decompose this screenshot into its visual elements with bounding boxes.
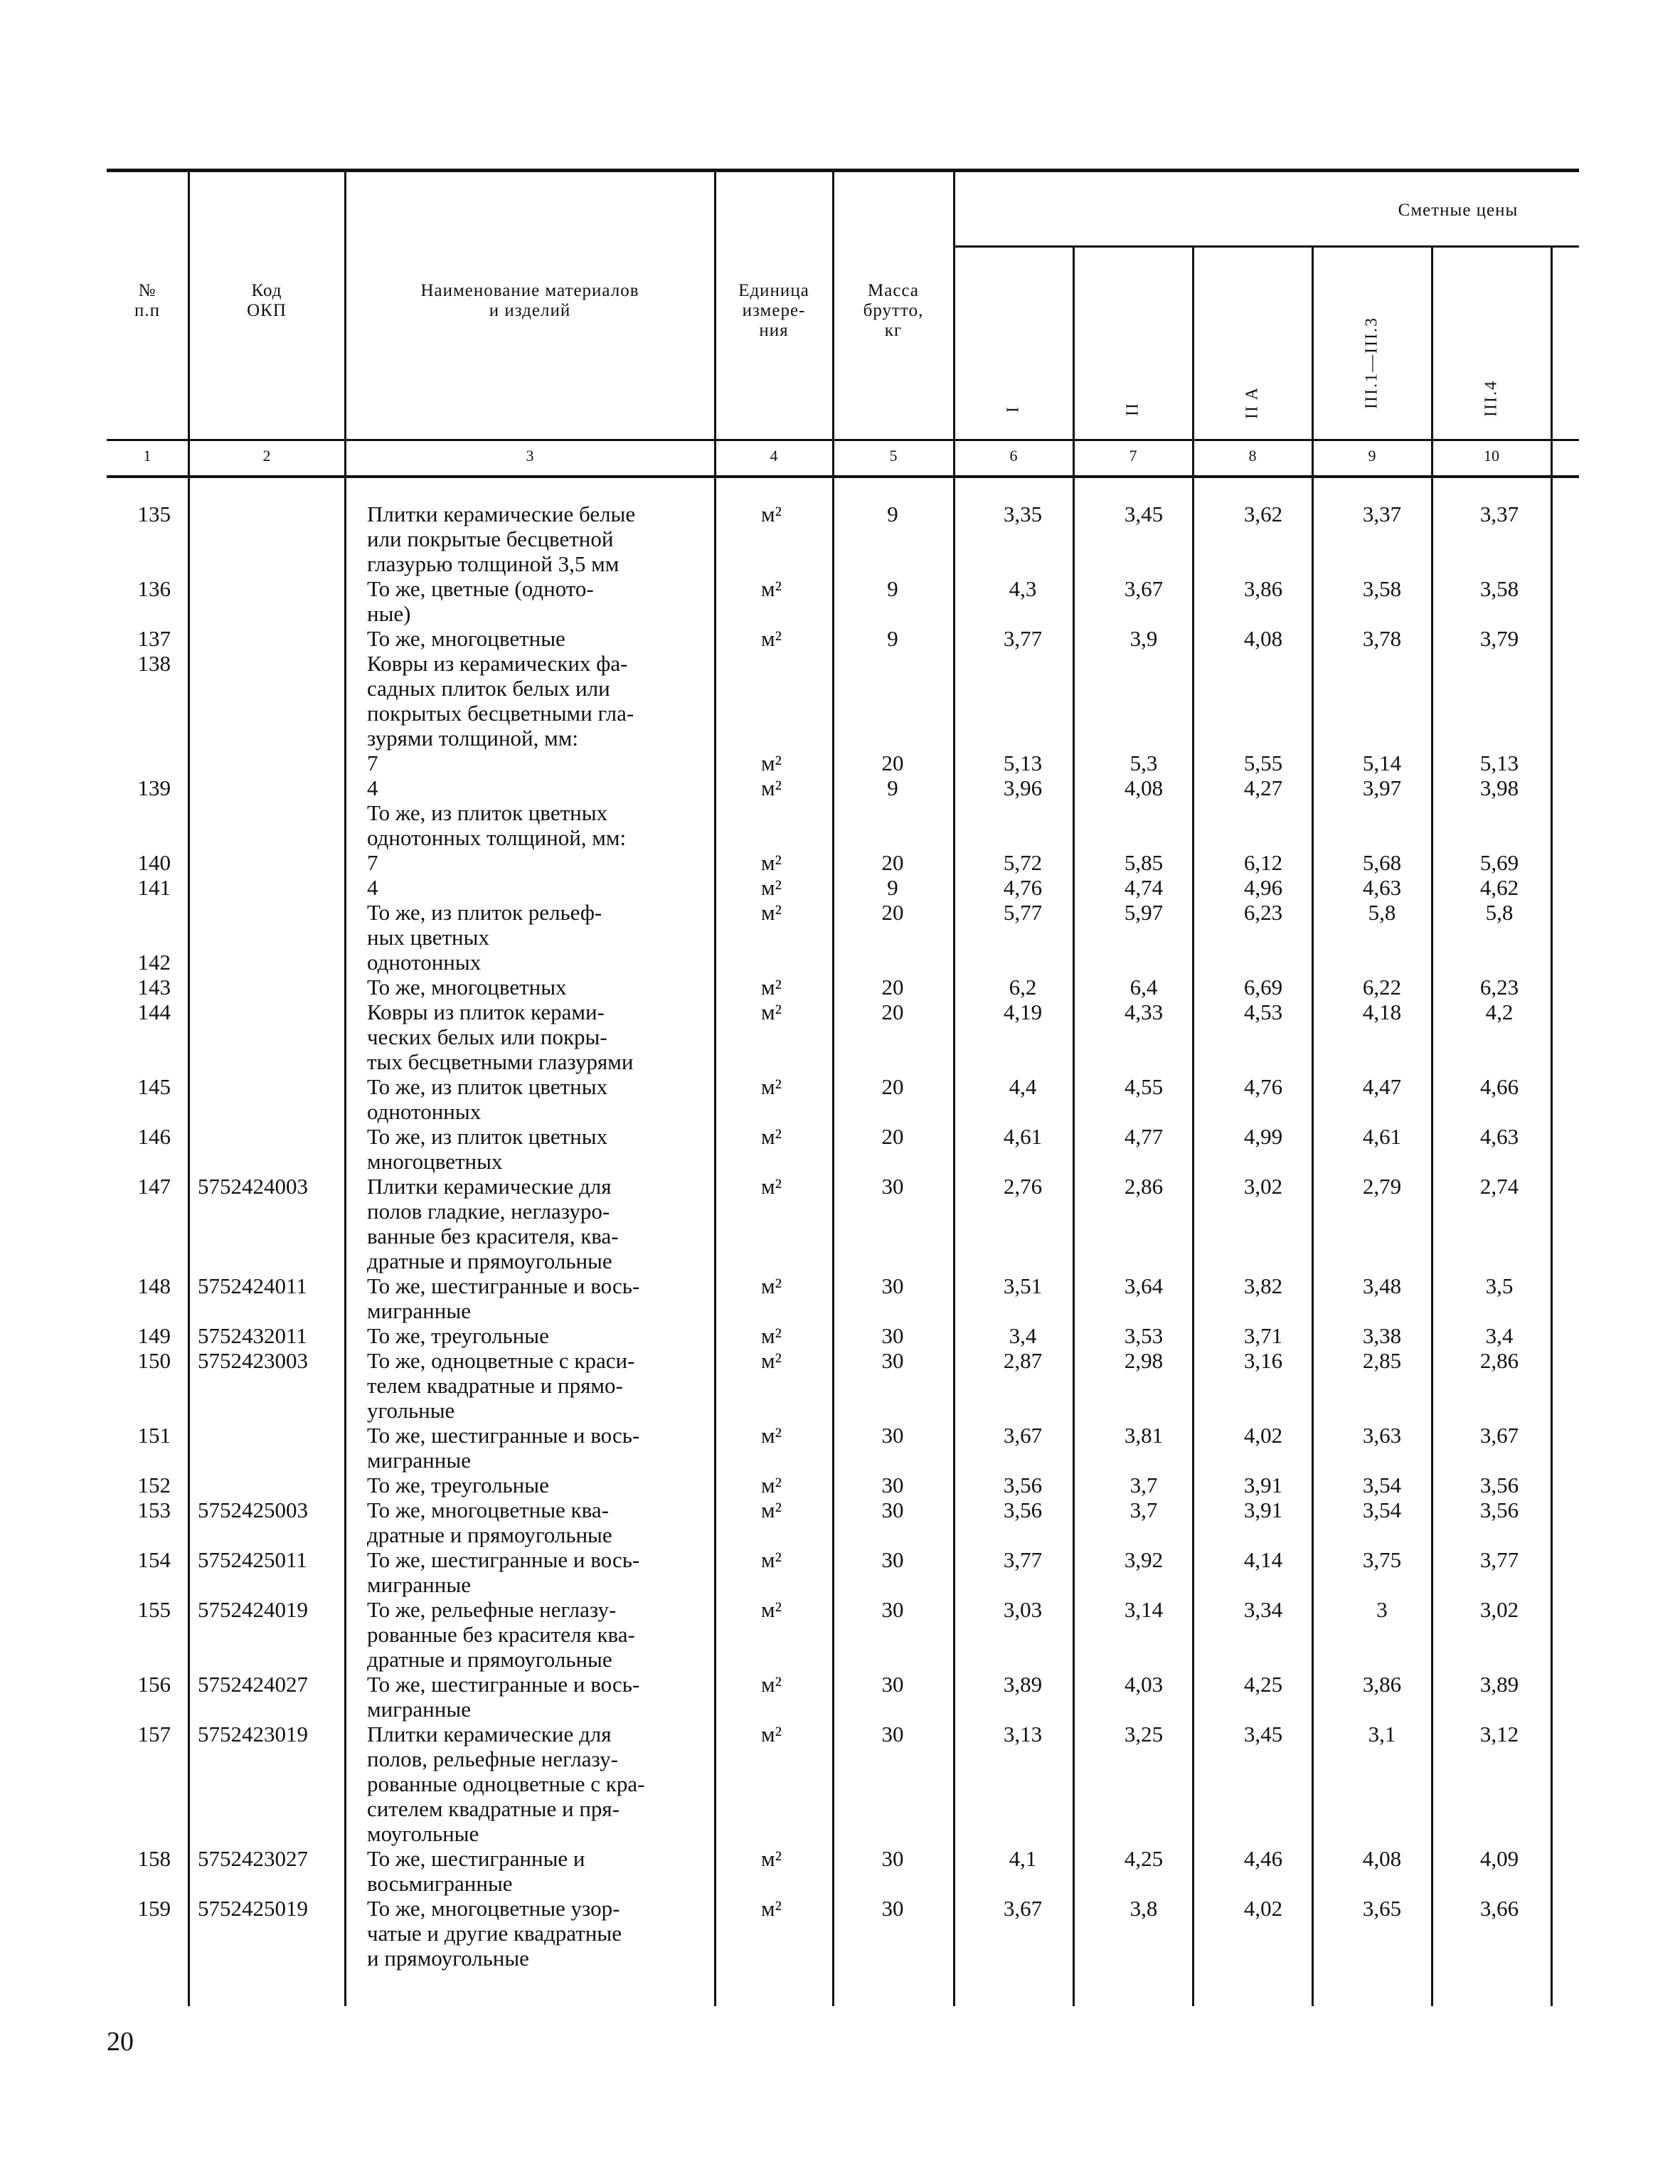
gross-mass: 20 [881, 900, 904, 925]
price-zone-5: 4,63 [1479, 1124, 1519, 1149]
price-zone-5: 2,74 [1479, 1174, 1519, 1199]
header-mass: Масса брутто, кг [863, 281, 924, 340]
price-zone-3: 3,16 [1243, 1348, 1283, 1373]
price-zone-1: 4,19 [1003, 1000, 1043, 1024]
gross-mass: 9 [887, 626, 898, 651]
price-zone-3: 3,02 [1243, 1174, 1283, 1199]
price-zone-3: 4,27 [1243, 775, 1283, 800]
gross-mass: 9 [887, 502, 898, 526]
gross-mass: 30 [881, 1722, 904, 1746]
price-zone-4: 3,38 [1362, 1323, 1402, 1348]
unit-of-measure: м² [761, 502, 782, 526]
header-code: Код ОКП [247, 281, 287, 320]
col-divider-9 [1431, 247, 1433, 2006]
unit-of-measure: м² [761, 1597, 782, 1622]
price-zone-2: 4,25 [1124, 1846, 1164, 1871]
price-zone-1: 4,61 [1003, 1124, 1043, 1149]
row-number: 159 [137, 1896, 171, 1921]
row-number: 141 [137, 875, 171, 900]
row-number: 153 [137, 1497, 171, 1522]
price-zone-4: 3,1 [1368, 1722, 1396, 1746]
colnum-7: 7 [1129, 447, 1137, 465]
price-zone-3: 6,23 [1243, 900, 1283, 925]
gross-mass: 9 [887, 775, 898, 800]
row-number: 151 [137, 1423, 171, 1448]
unit-of-measure: м² [761, 1722, 782, 1746]
row-number: 150 [137, 1348, 171, 1373]
price-zone-5: 3,5 [1485, 1273, 1514, 1298]
price-zone-1: 3,67 [1003, 1896, 1043, 1921]
colnum-6: 6 [1009, 447, 1018, 465]
unit-of-measure: м² [761, 875, 782, 900]
price-zone-2: 3,14 [1124, 1597, 1164, 1622]
price-zone-1: 3,77 [1003, 626, 1043, 651]
col-divider-2 [344, 171, 346, 2006]
unit-of-measure: м² [761, 1473, 782, 1497]
price-zone-1: 3,13 [1003, 1722, 1043, 1746]
price-zone-4: 4,08 [1362, 1846, 1402, 1871]
price-zone-4: 3,54 [1362, 1497, 1402, 1522]
price-zone-4: 3,78 [1362, 626, 1402, 651]
okp-code: 5752425003 [198, 1497, 308, 1522]
material-name: То же, рельефные неглазу- рованные без красителя ква- дратные и прямоугольные [367, 1597, 635, 1672]
gross-mass: 30 [881, 1174, 904, 1199]
unit-of-measure: м² [761, 1124, 782, 1149]
material-name: То же, многоцветных [367, 975, 567, 1000]
unit-of-measure: м² [761, 775, 782, 800]
material-name: То же, из плиток цветных однотонных толщиной, мм: [367, 800, 627, 850]
price-zone-3: 3,34 [1243, 1597, 1283, 1622]
price-zone-4: 3,58 [1362, 576, 1402, 601]
price-zone-2: 3,7 [1129, 1473, 1158, 1497]
material-name: То же, многоцветные ква- дратные и прямоугольные [367, 1497, 612, 1547]
unit-of-measure: м² [761, 1273, 782, 1298]
price-zone-3: 3,62 [1243, 502, 1283, 526]
price-zone-2: 6,4 [1129, 975, 1158, 1000]
price-zone-4: 5,68 [1362, 850, 1402, 875]
row-number: 156 [137, 1672, 171, 1697]
price-zone-3: 6,12 [1243, 850, 1283, 875]
col-divider-4 [832, 171, 834, 2006]
price-zone-1: 2,76 [1003, 1174, 1043, 1199]
price-zone-1: 4,1 [1009, 1846, 1037, 1871]
price-zone-1: 2,87 [1003, 1348, 1043, 1373]
row-number: 142 [137, 950, 171, 975]
okp-code: 5752425019 [198, 1896, 308, 1921]
header-name: Наименование материалов и изделий [420, 281, 639, 320]
colnum-2: 2 [262, 447, 271, 465]
price-zone-4: 3,48 [1362, 1273, 1402, 1298]
material-name: Плитки керамические белые или покрытые бесцветной глазурью толщиной 3,5 мм [367, 502, 636, 576]
price-zone-4: 3,86 [1362, 1672, 1402, 1697]
price-zone-4: 6,22 [1362, 975, 1402, 1000]
material-name: То же, шестигранные и вось- мигранные [367, 1423, 640, 1473]
material-name: 4 [367, 875, 378, 900]
row-number: 157 [137, 1722, 171, 1746]
material-name: То же, одноцветные с краси- телем квадратные и прямо- угольные [367, 1348, 635, 1423]
unit-of-measure: м² [761, 1323, 782, 1348]
header-zone-4: III.1—III.3 [1362, 317, 1381, 409]
price-zone-5: 3,56 [1479, 1473, 1519, 1497]
unit-of-measure: м² [761, 1423, 782, 1448]
gross-mass: 20 [881, 850, 904, 875]
unit-of-measure: м² [761, 1074, 782, 1099]
price-zone-2: 5,97 [1124, 900, 1164, 925]
price-zone-1: 3,35 [1003, 502, 1043, 526]
material-name: Ковры из керамических фа- садных плиток белых или покрытых бесцветными гла- зурями толщиной, мм: [367, 651, 634, 751]
header-zone-3: II A [1243, 386, 1262, 419]
price-zone-2: 2,86 [1124, 1174, 1164, 1199]
price-zone-3: 4,14 [1243, 1547, 1283, 1572]
row-number: 135 [137, 502, 171, 526]
price-zone-3: 6,69 [1243, 975, 1283, 1000]
price-zone-3: 4,02 [1243, 1423, 1283, 1448]
material-name: 7 [367, 850, 378, 875]
price-zone-3: 4,96 [1243, 875, 1283, 900]
price-zone-1: 4,76 [1003, 875, 1043, 900]
unit-of-measure: м² [761, 900, 782, 925]
price-zone-1: 3,56 [1003, 1473, 1043, 1497]
price-zone-4: 2,85 [1362, 1348, 1402, 1373]
price-zone-5: 4,66 [1479, 1074, 1519, 1099]
price-zone-5: 4,2 [1485, 1000, 1514, 1024]
material-name: То же, из плиток цветных однотонных [367, 1074, 608, 1124]
price-zone-1: 4,4 [1009, 1074, 1037, 1099]
header-bottom-rule [107, 439, 1579, 441]
price-zone-5: 4,09 [1479, 1846, 1519, 1871]
material-name: То же, шестигранные и вось- мигранные [367, 1273, 640, 1323]
unit-of-measure: м² [761, 1547, 782, 1572]
price-zone-5: 3,56 [1479, 1497, 1519, 1522]
col-divider-10 [1551, 247, 1553, 2006]
price-zone-5: 3,77 [1479, 1547, 1519, 1572]
price-zone-2: 4,03 [1124, 1672, 1164, 1697]
row-number: 144 [137, 1000, 171, 1024]
price-zone-3: 4,76 [1243, 1074, 1283, 1099]
price-zone-5: 3,66 [1479, 1896, 1519, 1921]
price-zone-5: 5,8 [1485, 900, 1514, 925]
gross-mass: 30 [881, 1497, 904, 1522]
row-number: 136 [137, 576, 171, 601]
material-name: То же, цветные (одното- ные) [367, 576, 594, 626]
row-number: 138 [137, 651, 171, 676]
gross-mass: 9 [887, 576, 898, 601]
gross-mass: 20 [881, 751, 904, 775]
price-zone-2: 3,53 [1124, 1323, 1164, 1348]
row-number: 137 [137, 626, 171, 651]
price-zone-2: 3,45 [1124, 502, 1164, 526]
okp-code: 5752423027 [198, 1846, 308, 1871]
price-zone-3: 4,53 [1243, 1000, 1283, 1024]
price-zone-4: 3,37 [1362, 502, 1402, 526]
okp-code: 5752424019 [198, 1597, 308, 1622]
price-zone-2: 3,64 [1124, 1273, 1164, 1298]
price-zone-4: 3,65 [1362, 1896, 1402, 1921]
row-number: 139 [137, 775, 171, 800]
unit-of-measure: м² [761, 576, 782, 601]
price-zone-2: 5,85 [1124, 850, 1164, 875]
price-zone-5: 3,58 [1479, 576, 1519, 601]
price-zone-1: 3,67 [1003, 1423, 1043, 1448]
col-divider-5 [953, 171, 955, 2006]
price-zone-5: 2,86 [1479, 1348, 1519, 1373]
price-zone-2: 3,67 [1124, 576, 1164, 601]
unit-of-measure: м² [761, 1348, 782, 1373]
gross-mass: 30 [881, 1896, 904, 1921]
price-zone-4: 3,75 [1362, 1547, 1402, 1572]
price-zone-3: 4,99 [1243, 1124, 1283, 1149]
price-zone-4: 4,63 [1362, 875, 1402, 900]
price-zone-3: 3,91 [1243, 1497, 1283, 1522]
unit-of-measure: м² [761, 850, 782, 875]
price-zone-4: 3 [1376, 1597, 1388, 1622]
okp-code: 5752425011 [198, 1547, 307, 1572]
price-zone-5: 3,4 [1485, 1323, 1514, 1348]
unit-of-measure: м² [761, 1497, 782, 1522]
colnum-10: 10 [1484, 447, 1499, 465]
material-name: То же, многоцветные узор- чатые и другие квадратные и прямоугольные [367, 1896, 622, 1971]
price-zone-2: 5,3 [1129, 751, 1158, 775]
col-divider-6 [1073, 247, 1075, 2006]
okp-code: 5752432011 [198, 1323, 307, 1348]
colnum-9: 9 [1368, 447, 1376, 465]
material-name: То же, из плиток цветных многоцветных [367, 1124, 608, 1174]
price-zone-3: 3,71 [1243, 1323, 1283, 1348]
row-number: 140 [137, 850, 171, 875]
price-zone-5: 3,12 [1479, 1722, 1519, 1746]
colnum-4: 4 [770, 447, 778, 465]
price-zone-4: 4,18 [1362, 1000, 1402, 1024]
material-name: Ковры из плиток керами- ческих белых или покры- тых бесцветными глазурями [367, 1000, 634, 1074]
price-zone-3: 4,46 [1243, 1846, 1283, 1871]
unit-of-measure: м² [761, 1896, 782, 1921]
price-zone-3: 4,25 [1243, 1672, 1283, 1697]
okp-code: 5752424027 [198, 1672, 308, 1697]
price-zone-5: 3,98 [1479, 775, 1519, 800]
gross-mass: 30 [881, 1547, 904, 1572]
price-zone-3: 4,02 [1243, 1896, 1283, 1921]
price-zone-5: 5,69 [1479, 850, 1519, 875]
gross-mass: 30 [881, 1672, 904, 1697]
material-name: Плитки керамические для полов, рельефные неглазу- рованные одноцветные с кра- сителем квадратные и пря- моугольные [367, 1722, 645, 1846]
row-number: 147 [137, 1174, 171, 1199]
gross-mass: 30 [881, 1273, 904, 1298]
row-number: 149 [137, 1323, 171, 1348]
gross-mass: 20 [881, 1074, 904, 1099]
row-number: 143 [137, 975, 171, 1000]
price-zone-4: 4,61 [1362, 1124, 1402, 1149]
material-name: То же, из плиток рельеф- ных цветных [367, 900, 602, 950]
colnum-5: 5 [889, 447, 898, 465]
material-name: То же, многоцветные [367, 626, 565, 651]
price-zone-5: 3,79 [1479, 626, 1519, 651]
price-zone-4: 3,54 [1362, 1473, 1402, 1497]
price-zone-5: 3,89 [1479, 1672, 1519, 1697]
header-unit: Единица измере- ния [738, 281, 809, 340]
gross-mass: 30 [881, 1473, 904, 1497]
price-zone-2: 4,55 [1124, 1074, 1164, 1099]
material-name: 4 [367, 775, 378, 800]
price-zone-3: 4,08 [1243, 626, 1283, 651]
prices-subheader-rule [955, 245, 1579, 248]
price-zone-5: 5,13 [1479, 751, 1519, 775]
price-zone-5: 4,62 [1479, 875, 1519, 900]
top-rule [107, 169, 1579, 172]
price-zone-3: 3,91 [1243, 1473, 1283, 1497]
gross-mass: 30 [881, 1597, 904, 1622]
gross-mass: 20 [881, 1000, 904, 1024]
colnum-bottom-rule [107, 475, 1579, 478]
price-zone-3: 3,45 [1243, 1722, 1283, 1746]
price-zone-2: 4,74 [1124, 875, 1164, 900]
price-zone-2: 3,81 [1124, 1423, 1164, 1448]
price-zone-2: 3,9 [1129, 626, 1158, 651]
okp-code: 5752423003 [198, 1348, 308, 1373]
row-number: 154 [137, 1547, 171, 1572]
colnum-3: 3 [526, 447, 534, 465]
price-zone-3: 5,55 [1243, 751, 1283, 775]
material-name: Плитки керамические для полов гладкие, неглазуро- ванные без красителя, ква- дратные и прямоугольные [367, 1174, 619, 1273]
row-number: 148 [137, 1273, 171, 1298]
price-zone-5: 3,67 [1479, 1423, 1519, 1448]
colnum-8: 8 [1248, 447, 1257, 465]
price-zone-1: 3,96 [1003, 775, 1043, 800]
unit-of-measure: м² [761, 1672, 782, 1697]
header-zone-2: II [1123, 402, 1142, 416]
price-zone-4: 3,97 [1362, 775, 1402, 800]
unit-of-measure: м² [761, 1000, 782, 1024]
price-zone-3: 3,86 [1243, 576, 1283, 601]
header-prices-group: Сметные цены [1398, 201, 1519, 220]
price-zone-2: 3,8 [1129, 1896, 1158, 1921]
price-zone-4: 3,63 [1362, 1423, 1402, 1448]
row-number: 145 [137, 1074, 171, 1099]
unit-of-measure: м² [761, 751, 782, 775]
price-zone-1: 3,51 [1003, 1273, 1043, 1298]
col-divider-1 [188, 171, 190, 2006]
row-number: 152 [137, 1473, 171, 1497]
price-zone-1: 3,56 [1003, 1497, 1043, 1522]
price-zone-5: 3,02 [1479, 1597, 1519, 1622]
gross-mass: 30 [881, 1323, 904, 1348]
material-name: То же, шестигранные и вось- мигранные [367, 1547, 640, 1597]
price-zone-2: 2,98 [1124, 1348, 1164, 1373]
material-name: однотонных [367, 950, 482, 975]
price-zone-2: 3,7 [1129, 1497, 1158, 1522]
okp-code: 5752423019 [198, 1722, 308, 1746]
material-name: То же, треугольные [367, 1473, 549, 1497]
okp-code: 5752424011 [198, 1273, 307, 1298]
row-number: 155 [137, 1597, 171, 1622]
price-zone-1: 3,4 [1009, 1323, 1037, 1348]
price-zone-1: 5,13 [1003, 751, 1043, 775]
gross-mass: 20 [881, 975, 904, 1000]
row-number: 158 [137, 1846, 171, 1871]
material-name: То же, шестигранные и восьмигранные [367, 1846, 585, 1896]
price-zone-1: 3,89 [1003, 1672, 1043, 1697]
page-number: 20 [107, 2027, 134, 2057]
header-zone-1: I [1004, 405, 1023, 413]
col-divider-3 [714, 171, 716, 2006]
unit-of-measure: м² [761, 1174, 782, 1199]
colnum-1: 1 [143, 447, 151, 465]
material-name: То же, шестигранные и вось- мигранные [367, 1672, 640, 1722]
price-zone-4: 5,14 [1362, 751, 1402, 775]
header-zone-5: III.4 [1482, 380, 1501, 417]
gross-mass: 9 [887, 875, 898, 900]
header-number: № п.п [134, 281, 160, 320]
price-zone-1: 3,03 [1003, 1597, 1043, 1622]
price-zone-4: 4,47 [1362, 1074, 1402, 1099]
gross-mass: 30 [881, 1846, 904, 1871]
price-zone-2: 4,08 [1124, 775, 1164, 800]
col-divider-7 [1192, 247, 1194, 2006]
price-zone-2: 4,33 [1124, 1000, 1164, 1024]
gross-mass: 20 [881, 1124, 904, 1149]
unit-of-measure: м² [761, 1846, 782, 1871]
unit-of-measure: м² [761, 975, 782, 1000]
price-zone-5: 3,37 [1479, 502, 1519, 526]
okp-code: 5752424003 [198, 1174, 308, 1199]
gross-mass: 30 [881, 1423, 904, 1448]
col-divider-8 [1312, 247, 1314, 2006]
gross-mass: 30 [881, 1348, 904, 1373]
price-zone-2: 4,77 [1124, 1124, 1164, 1149]
price-zone-1: 5,77 [1003, 900, 1043, 925]
row-number: 146 [137, 1124, 171, 1149]
price-zone-3: 3,82 [1243, 1273, 1283, 1298]
price-zone-4: 5,8 [1368, 900, 1396, 925]
material-name: 7 [367, 751, 378, 775]
unit-of-measure: м² [761, 626, 782, 651]
price-zone-1: 3,77 [1003, 1547, 1043, 1572]
price-zone-5: 6,23 [1479, 975, 1519, 1000]
price-zone-1: 4,3 [1009, 576, 1037, 601]
price-zone-2: 3,92 [1124, 1547, 1164, 1572]
price-zone-1: 6,2 [1009, 975, 1037, 1000]
material-name: То же, треугольные [367, 1323, 549, 1348]
price-zone-2: 3,25 [1124, 1722, 1164, 1746]
price-zone-4: 2,79 [1362, 1174, 1402, 1199]
price-zone-1: 5,72 [1003, 850, 1043, 875]
